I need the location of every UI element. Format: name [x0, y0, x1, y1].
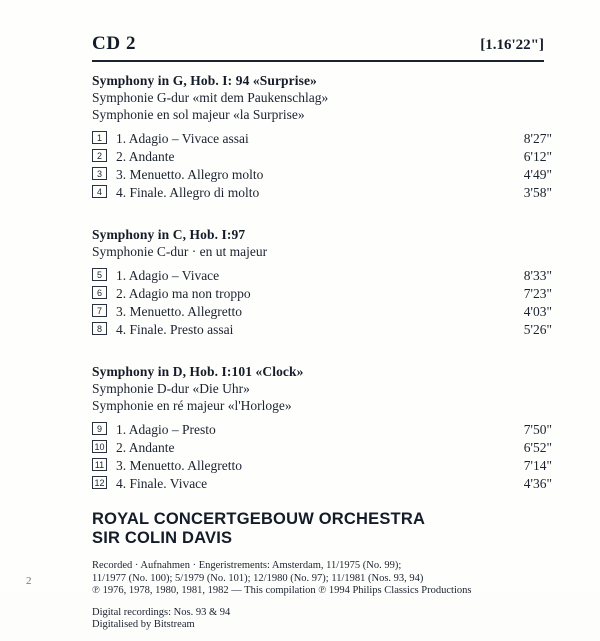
performers — [92, 510, 552, 548]
track-row — [92, 304, 552, 322]
work-title-alt: Symphonie en sol majeur «la Surprise» — [92, 107, 305, 122]
track-number: 1 — [92, 131, 107, 144]
work-titles — [92, 363, 552, 414]
track-group — [92, 268, 552, 340]
track-number: 9 — [92, 422, 107, 435]
work-title: Symphony in C, Hob. I:97 — [92, 227, 246, 242]
work-section — [92, 72, 552, 203]
track-number: 7 — [92, 304, 107, 317]
track-row — [92, 322, 552, 340]
track-row — [92, 458, 552, 476]
section-spacer — [92, 209, 552, 226]
track-duration: 5'26" — [523, 322, 552, 337]
work-title-alt: Symphonie D-dur «Die Uhr» — [92, 381, 250, 396]
conductor-name: SIR COLIN DAVIS — [92, 529, 233, 547]
track-number: 10 — [92, 440, 107, 453]
credit-line: ℗ 1976, 1978, 1980, 1981, 1982 — This compilation ℗ 1994 Philips Classics Productions — [92, 585, 472, 597]
track-row — [92, 440, 552, 458]
track-title: 1. Adagio – Presto — [116, 422, 216, 437]
track-title: 4. Finale. Vivace — [116, 476, 208, 491]
section-spacer — [92, 346, 552, 363]
track-row — [92, 268, 552, 286]
credit-line: Digitalised by Bitstream — [92, 619, 195, 631]
track-title: 4. Finale. Allegro di molto — [116, 185, 260, 200]
track-number: 6 — [92, 286, 107, 299]
track-duration: 6'12" — [523, 149, 552, 164]
track-title: 3. Menuetto. Allegretto — [116, 304, 242, 319]
track-number: 5 — [92, 268, 107, 281]
track-duration: 4'36" — [523, 476, 552, 491]
ensemble-name: ROYAL CONCERTGEBOUW ORCHESTRA — [92, 510, 426, 528]
track-duration: 3'58" — [523, 185, 552, 200]
disc-label: CD 2 — [92, 33, 137, 54]
total-time: [1.16'22"] — [480, 37, 544, 53]
track-row — [92, 422, 552, 440]
recording-credits — [92, 560, 522, 598]
track-duration: 8'33" — [523, 268, 552, 283]
track-row — [92, 286, 552, 304]
credit-line: Recorded · Aufnahmen · Engeristrements: Amsterdam, 11/1975 (No. 99); — [92, 560, 402, 571]
header-divider — [92, 60, 544, 62]
track-title: 1. Adagio – Vivace — [116, 268, 220, 283]
track-duration: 4'49" — [523, 167, 552, 182]
track-row — [92, 149, 552, 167]
page-number: 2 — [26, 575, 32, 587]
track-title: 4. Finale. Presto assai — [116, 322, 234, 337]
credit-line: Digital recordings: Nos. 93 & 94 — [92, 606, 231, 618]
work-titles — [92, 72, 552, 123]
track-row — [92, 185, 552, 203]
track-number: 2 — [92, 149, 107, 162]
track-title: 1. Adagio – Vivace assai — [116, 131, 249, 146]
track-number: 3 — [92, 167, 107, 180]
track-group — [92, 131, 552, 203]
track-title: 2. Andante — [116, 440, 175, 455]
work-section — [92, 226, 552, 340]
credits — [92, 560, 522, 632]
track-duration: 4'03" — [523, 304, 552, 319]
work-titles — [92, 226, 552, 260]
track-row — [92, 167, 552, 185]
track-title: 3. Menuetto. Allegro molto — [116, 167, 264, 182]
track-number: 8 — [92, 322, 107, 335]
track-duration: 8'27" — [523, 131, 552, 146]
work-title-alt: Symphonie C-dur · en ut majeur — [92, 244, 268, 259]
track-number: 4 — [92, 185, 107, 198]
credit-line: 11/1977 (No. 100); 5/1979 (No. 101); 12/1980 (No. 97); 11/1981 (Nos. 93, 94) — [92, 572, 424, 584]
work-title-alt: Symphonie en ré majeur «l'Horloge» — [92, 398, 292, 413]
work-title: Symphony in G, Hob. I: 94 «Surprise» — [92, 73, 317, 88]
work-title-alt: Symphonie G-dur «mit dem Paukenschlag» — [92, 90, 329, 105]
work-section — [92, 363, 552, 494]
track-title: 2. Adagio ma non troppo — [116, 286, 251, 301]
page-header — [92, 33, 544, 55]
track-duration: 7'14" — [523, 458, 552, 473]
track-duration: 7'23" — [523, 286, 552, 301]
track-number: 11 — [92, 458, 107, 471]
track-group — [92, 422, 552, 494]
track-title: 3. Menuetto. Allegretto — [116, 458, 242, 473]
track-row — [92, 476, 552, 494]
work-title: Symphony in D, Hob. I:101 «Clock» — [92, 364, 304, 379]
digital-credits — [92, 607, 522, 632]
track-row — [92, 131, 552, 149]
track-duration: 7'50" — [523, 422, 552, 437]
track-listing — [92, 72, 552, 641]
track-title: 2. Andante — [116, 149, 175, 164]
track-number: 12 — [92, 476, 107, 489]
track-duration: 6'52" — [523, 440, 552, 455]
